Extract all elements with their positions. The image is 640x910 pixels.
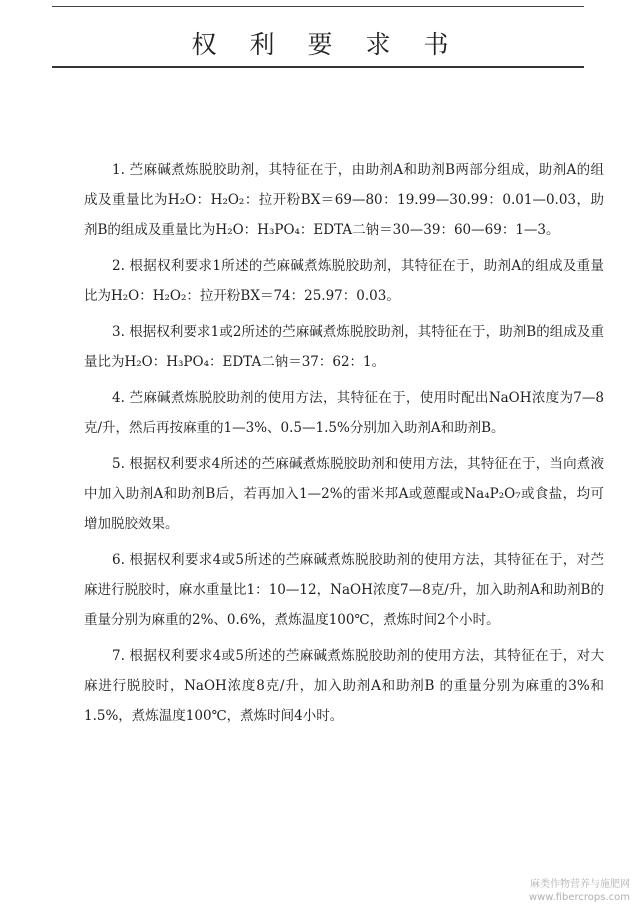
header-bottom-rule	[52, 66, 584, 68]
header-top-rule	[52, 6, 584, 7]
claims-list	[84, 155, 604, 737]
claim-1: 1. 苎麻碱煮炼脱胶助剂，其特征在于，由助剂A和助剂B两部分组成，助剂A的组成及重量比为H₂O：H₂O₂：拉开粉BX＝69—80：19.99—30.99：0.01—0.03，助剂B的组成及重量比为H₂O：H₃PO₄：EDTA二钠＝30—39：60—69：1—3。	[84, 162, 604, 238]
watermark-site-name: 麻类作物营养与施肥网	[530, 879, 630, 890]
claim-2: 2. 根据权利要求1所述的苎麻碱煮炼脱胶助剂，其特征在于，助剂A的组成及重量比为H₂O：H₂O₂：拉开粉BX＝74：25.97：0.03。	[84, 258, 604, 304]
watermark-url: www.fibercrops.com	[528, 892, 630, 903]
claim-7: 7. 根据权利要求4或5所述的苎麻碱煮炼脱胶助剂的使用方法，其特征在于，对大麻进行脱胶时，NaOH浓度8克/升，加入助剂A和助剂B 的重量分别为麻重的3%和1.5%，煮炼温度100℃，煮炼时间4小时。	[84, 648, 604, 724]
claim-6: 6. 根据权利要求4或5所述的苎麻碱煮炼脱胶助剂的使用方法，其特征在于，对苎麻进行脱胶时，麻水重量比1：10—12，NaOH浓度7—8克/升，加入助剂A和助剂B的重量分别为麻重的2%、0.6%，煮炼温度100℃，煮炼时间2个小时。	[84, 552, 604, 628]
watermark	[529, 878, 630, 904]
claim-5: 5. 根据权利要求4所述的苎麻碱煮炼脱胶助剂和使用方法，其特征在于，当向煮液中加入助剂A和助剂B后，若再加入1—2%的雷米邦A或蒽醌或Na₄P₂O₇或食盐，均可增加脱胶效果。	[84, 456, 604, 532]
page-title: 权利要求书	[191, 30, 482, 59]
claim-4: 4. 苎麻碱煮炼脱胶助剂的使用方法，其特征在于，使用时配出NaOH浓度为7—8克/升，然后再按麻重的1—3%、0.5—1.5%分别加入助剂A和助剂B。	[84, 390, 604, 436]
page-header	[0, 0, 640, 70]
claim-3: 3. 根据权利要求1或2所述的苎麻碱煮炼脱胶助剂，其特征在于，助剂B的组成及重量比为H₂O：H₃PO₄：EDTA二钠＝37：62：1。	[84, 324, 604, 370]
